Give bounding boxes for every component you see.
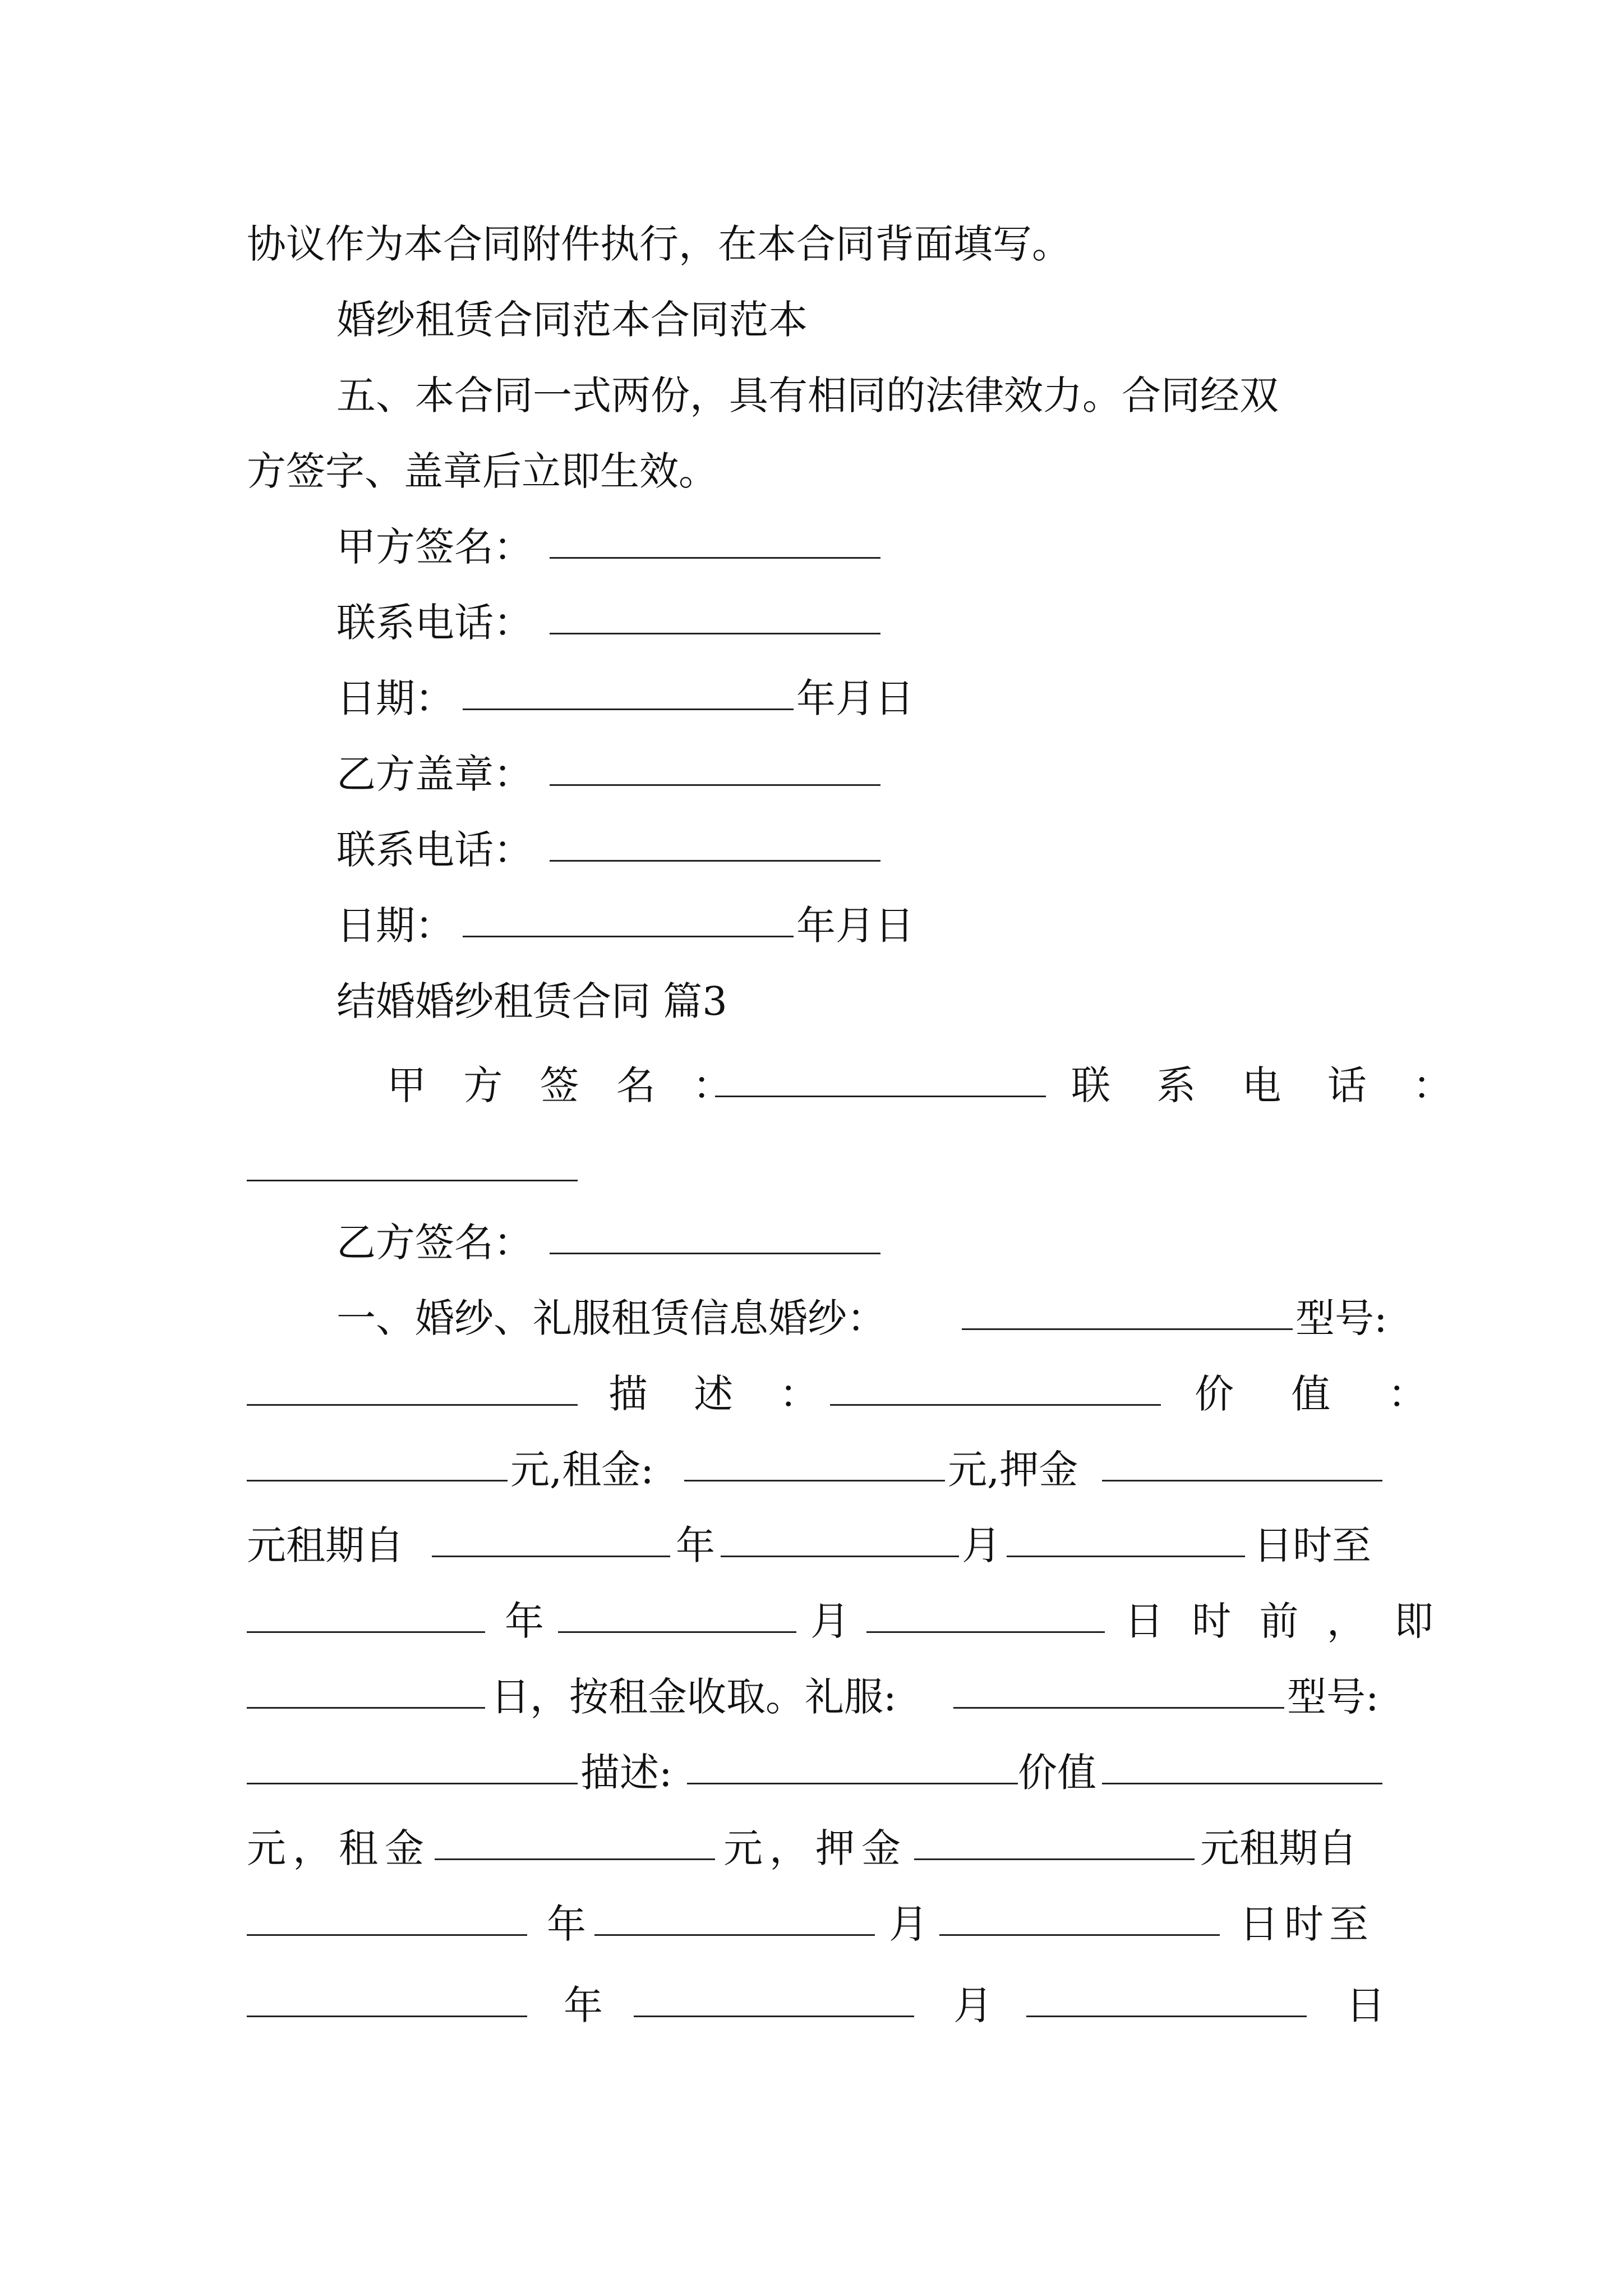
line-dress-period-end [0, 1977, 1623, 2033]
section-title: 结婚婚纱租赁合同 篇3 [336, 978, 727, 1024]
clause5-text-a: 五、本合同一式两份，具有相同的法律效力。合同经双 [336, 372, 1279, 418]
party-a-date-blank[interactable] [463, 708, 794, 710]
dress-to-month: 月 [953, 1982, 993, 2028]
row-a-phone-label: 联 系 电 话 ： [1071, 1062, 1469, 1108]
line-party-b-phone [0, 822, 1623, 878]
dress-to-day: 日 [1346, 1982, 1385, 2028]
gown-to-month: 月 [810, 1598, 850, 1644]
line-gown-days [0, 1669, 1623, 1725]
item1-head: 一、婚纱、礼服租赁信息婚纱： [336, 1295, 886, 1341]
gown-day-time-before: 日 时 前 ， 即 [1124, 1598, 1442, 1644]
gown-describe-label: 描 述 ： [608, 1371, 836, 1417]
dress-from-year: 年 [547, 1901, 586, 1947]
dress-deposit-blank[interactable] [914, 1858, 1195, 1860]
dress-to-year-blank[interactable] [247, 2016, 527, 2017]
dress-to-day-blank[interactable] [1026, 2016, 1307, 2017]
row-a-phone-blank[interactable] [247, 1180, 578, 1181]
dress-yuan-rent: 元，租金 [247, 1825, 431, 1871]
dress-value-blank[interactable] [1102, 1783, 1382, 1784]
line-clause5-b [0, 443, 1623, 499]
dress-blank[interactable] [953, 1707, 1284, 1709]
party-a-date-label: 日期： [336, 675, 454, 721]
dress-yuan-deposit: 元，押金 [723, 1825, 907, 1871]
line-subtitle [0, 292, 1623, 348]
gown-describe-blank[interactable] [830, 1404, 1161, 1406]
line-gown-price [0, 1442, 1623, 1498]
line-clause5-a [0, 367, 1623, 424]
gown-model-label: 型号: [1295, 1295, 1387, 1341]
gown-model-blank[interactable] [247, 1404, 578, 1406]
dress-period-from: 元租期自 [1200, 1825, 1357, 1871]
dress-value-label: 价值 [1018, 1750, 1096, 1796]
party-b-date-blank[interactable] [463, 936, 794, 937]
gown-rent-blank[interactable] [684, 1480, 945, 1481]
gown-value-label: 价 值 ： [1195, 1371, 1450, 1417]
dress-model-blank[interactable] [247, 1783, 578, 1784]
party-a-phone-label: 联系电话： [336, 600, 533, 646]
line-gown-period [0, 1517, 1623, 1573]
intro-text: 协议作为本合同附件执行，在本合同背面填写。 [247, 221, 1071, 267]
clause5-text-b: 方签字、盖章后立即生效。 [247, 448, 718, 494]
line-dress-describe [0, 1745, 1623, 1801]
line-gown-describe [0, 1366, 1623, 1422]
line-intro [0, 216, 1623, 272]
line-party-a-date [0, 670, 1623, 726]
party-b-date-ymd: 年月日 [796, 903, 914, 949]
gown-day-time-to: 日时至 [1253, 1522, 1371, 1568]
party-b-phone-label: 联系电话： [336, 827, 533, 873]
line-phone-blank-cont [0, 1142, 1623, 1198]
line-sign-phone-row [0, 1057, 1623, 1114]
dress-describe-blank[interactable] [687, 1783, 1018, 1784]
gown-from-year: 年 [676, 1522, 715, 1568]
gown-period-from: 元租期自 [247, 1522, 404, 1568]
party-b-sign-blank[interactable] [550, 1253, 880, 1254]
gown-to-day-blank[interactable] [866, 1631, 1105, 1633]
line-party-a-sign [0, 519, 1623, 575]
gown-blank[interactable] [962, 1328, 1293, 1330]
gown-to-month-blank[interactable] [558, 1631, 796, 1633]
party-a-sign-blank[interactable] [550, 557, 880, 559]
line-item1-head [0, 1290, 1623, 1346]
party-a-phone-blank[interactable] [550, 633, 880, 634]
party-b-seal-label: 乙方盖章： [336, 751, 533, 797]
row-a-sign-label: 甲 方 签 名 ： [387, 1062, 745, 1108]
party-b-seal-blank[interactable] [550, 784, 880, 786]
line-party-b-seal [0, 746, 1623, 802]
gown-deposit-blank[interactable] [1102, 1480, 1382, 1481]
dress-rent-blank[interactable] [435, 1858, 715, 1860]
gown-to-year: 年 [505, 1598, 544, 1644]
gown-from-month: 月 [962, 1522, 1001, 1568]
dress-describe-label: 描述: [580, 1750, 672, 1796]
line-dress-period [0, 1896, 1623, 1952]
dress-from-month: 月 [889, 1901, 928, 1947]
party-b-phone-blank[interactable] [550, 860, 880, 862]
dress-to-year: 年 [564, 1982, 603, 2028]
gown-yuan-deposit: 元,押金 [948, 1447, 1078, 1493]
line-party-b-sign [0, 1214, 1623, 1271]
line-gown-period-end [0, 1593, 1623, 1649]
gown-from-day-blank[interactable] [1007, 1556, 1245, 1557]
dress-model-label: 型号: [1287, 1674, 1379, 1720]
gown-days-blank[interactable] [247, 1707, 485, 1709]
dress-from-day-blank[interactable] [939, 1934, 1220, 1936]
gown-value-blank[interactable] [247, 1480, 508, 1481]
gown-from-month-blank[interactable] [721, 1556, 959, 1557]
gown-to-year-blank[interactable] [247, 1631, 485, 1633]
gown-yuan-rent: 元,租金: [510, 1447, 654, 1493]
line-dress-price [0, 1820, 1623, 1876]
line-party-a-phone [0, 595, 1623, 651]
dress-to-month-blank[interactable] [634, 2016, 914, 2017]
line-section-title [0, 973, 1623, 1029]
gown-days-text: 日，按租金收取。礼服: [491, 1674, 897, 1720]
row-a-sign-blank[interactable] [715, 1096, 1046, 1097]
dress-day-time-to: 日时至 [1239, 1901, 1374, 1947]
gown-from-year-blank[interactable] [432, 1556, 670, 1557]
subtitle: 婚纱租赁合同范本合同范本 [336, 297, 808, 343]
party-a-sign-label: 甲方签名： [336, 524, 533, 570]
dress-from-month-blank[interactable] [594, 1934, 875, 1936]
dress-from-year-blank[interactable] [247, 1934, 527, 1936]
line-party-b-date [0, 898, 1623, 954]
party-b-sign-label: 乙方签名： [336, 1220, 533, 1266]
party-a-date-ymd: 年月日 [796, 675, 914, 721]
party-b-date-label: 日期： [336, 903, 454, 949]
